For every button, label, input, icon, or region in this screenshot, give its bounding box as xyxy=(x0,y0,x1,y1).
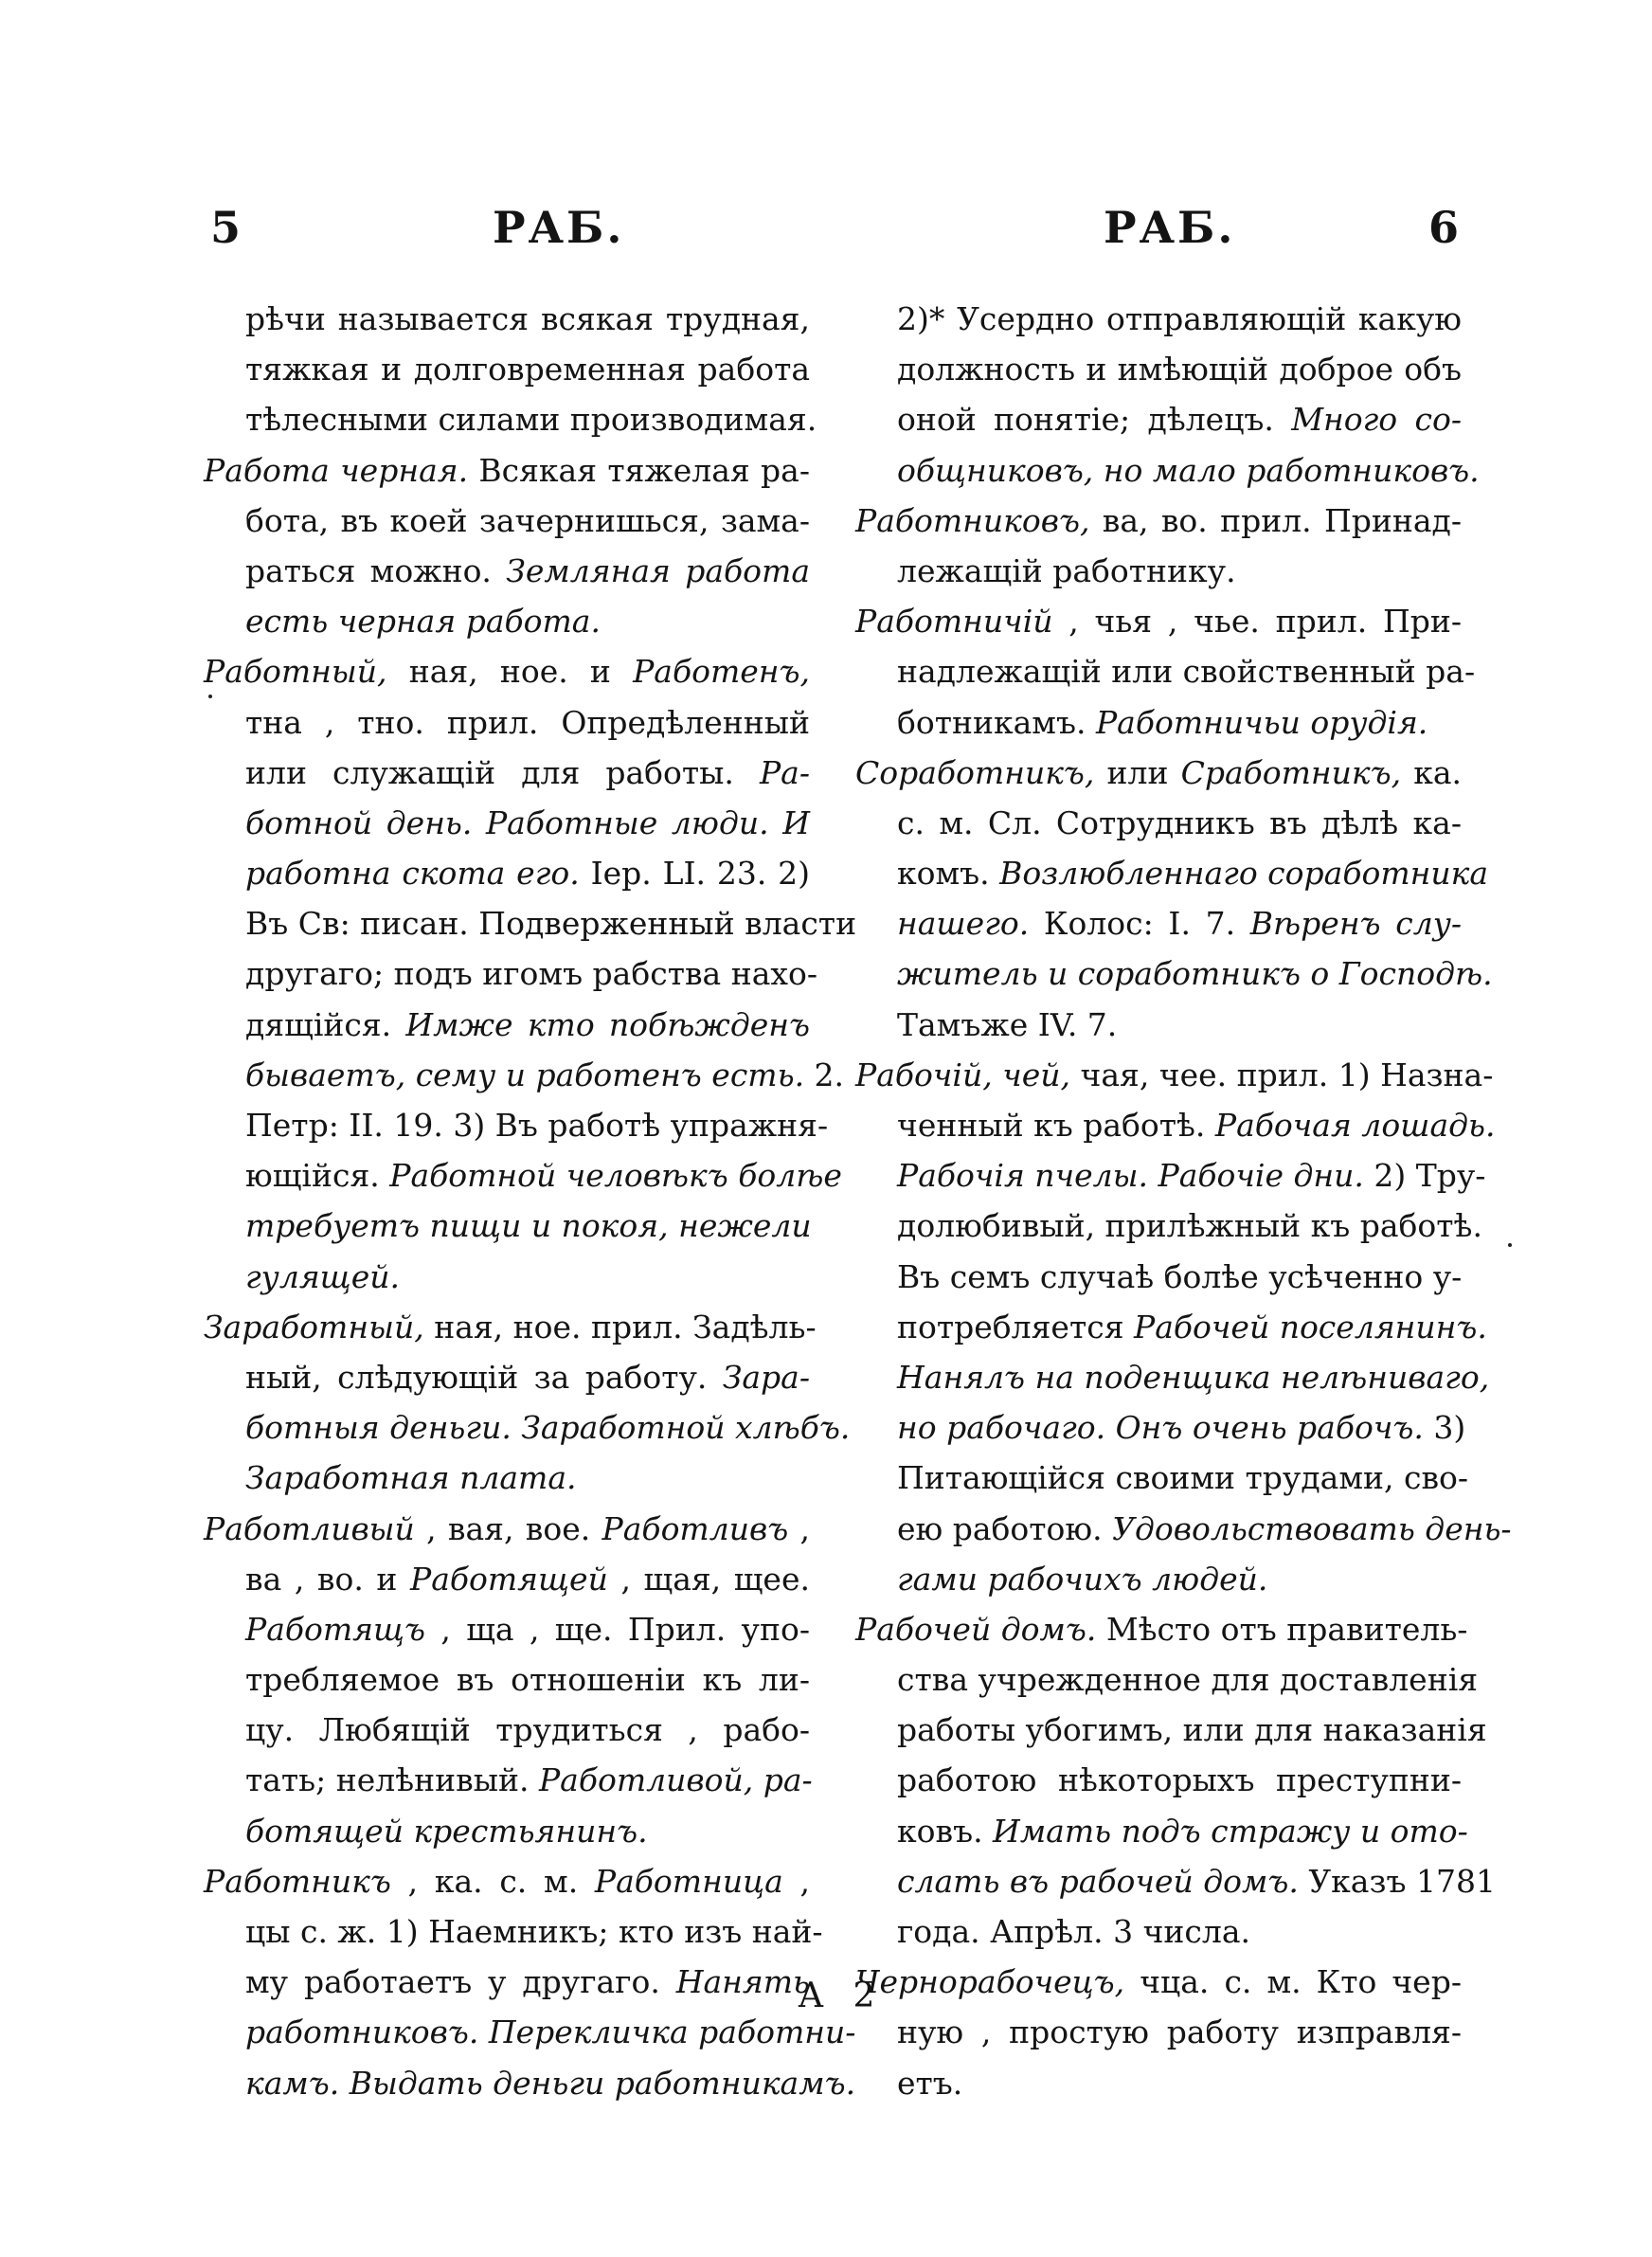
italic-text-run: Работливый xyxy=(204,1509,415,1547)
text-line xyxy=(855,748,1462,798)
text-line xyxy=(855,1957,1462,2007)
text-run: оной понятіе; дѣлецъ. xyxy=(897,401,1292,439)
text-line xyxy=(204,1654,810,1705)
text-line xyxy=(855,445,1480,496)
text-run: лежащій работнику. xyxy=(897,551,1236,589)
text-line xyxy=(204,1252,810,1302)
italic-text-run: чей, xyxy=(1002,1056,1071,1093)
text-run: тать; нелѣнивый. xyxy=(245,1761,539,1799)
text-line xyxy=(855,1604,1468,1654)
text-run: комъ. xyxy=(897,855,1000,893)
text-line xyxy=(855,546,1462,596)
text-line xyxy=(204,1604,810,1654)
text-line xyxy=(855,848,1489,898)
italic-text-run: Работной человѣкъ болѣе xyxy=(389,1157,842,1195)
text-run: ка. xyxy=(1401,753,1463,791)
italic-text-run: Зара- xyxy=(722,1358,810,1396)
italic-text-run: Заработная плата. xyxy=(245,1459,577,1497)
text-run: , ща , ще. Прил. упо- xyxy=(425,1610,810,1648)
italic-text-run: ботящей крестьянинъ. xyxy=(245,1812,648,1850)
text-run: Iер. LI. 23. 2) xyxy=(579,855,811,893)
italic-text-run: ботныя деньги. Заработной хлѣбъ. xyxy=(245,1409,851,1447)
italic-text-run: ботной день. Работные люди. И xyxy=(245,803,810,841)
text-line xyxy=(855,394,1462,444)
text-line xyxy=(855,1504,1512,1554)
text-run: Въ семъ случаѣ болѣе усѣченно у- xyxy=(897,1257,1463,1295)
signature-mark: A 2 xyxy=(799,1977,885,2015)
text-line xyxy=(855,1856,1496,1906)
text-line xyxy=(855,1150,1486,1201)
text-run: раться можно. xyxy=(245,551,507,589)
italic-text-run: Ра- xyxy=(759,753,810,791)
italic-text-run: бываетъ, сему и работенъ есть. xyxy=(245,1056,805,1093)
italic-text-run: Рабочей домъ. xyxy=(855,1610,1097,1648)
text-line xyxy=(204,2007,856,2057)
text-line xyxy=(855,2058,1462,2108)
text-run xyxy=(993,1056,1003,1093)
italic-text-run: Соработникъ, xyxy=(855,753,1095,791)
text-line xyxy=(204,1806,810,1856)
text-line xyxy=(855,1252,1462,1302)
text-line xyxy=(204,496,810,546)
text-line xyxy=(855,496,1462,546)
text-run: , xyxy=(788,1509,810,1547)
text-line xyxy=(855,1906,1462,1957)
text-run: Мѣсто отъ правитель- xyxy=(1096,1610,1468,1648)
text-run: ства учрежденное для доставленія xyxy=(897,1661,1479,1699)
text-line xyxy=(204,1050,845,1100)
italic-text-run: но рабочаго. Онъ очень рабочъ. xyxy=(897,1409,1424,1447)
italic-text-run: Работничьи орудія. xyxy=(1095,703,1428,741)
italic-text-run: гулящей. xyxy=(245,1257,400,1295)
text-line xyxy=(855,294,1462,344)
italic-text-run: Имать подъ стражу и ото- xyxy=(993,1812,1468,1850)
text-line xyxy=(204,294,810,344)
text-run: Петр: II. 19. 3) Въ работѣ упражня- xyxy=(245,1107,829,1144)
text-run: года. Апрѣл. 3 числа. xyxy=(897,1913,1250,1950)
ink-speck xyxy=(208,695,212,698)
text-line xyxy=(204,948,818,999)
text-run: цу. Любящій трудиться , рабо- xyxy=(245,1711,810,1749)
text-line xyxy=(204,1150,842,1201)
text-line xyxy=(855,1302,1487,1352)
right-page-number: 6 xyxy=(1428,202,1463,253)
text-run: тяжкая и долговременная работа xyxy=(245,351,810,388)
italic-text-run: Земляная работа xyxy=(506,551,811,589)
text-line xyxy=(204,1100,829,1150)
text-run: ющійся. xyxy=(245,1157,390,1195)
text-run: , xyxy=(782,1862,810,1900)
text-run: ботникамъ. xyxy=(897,703,1096,741)
text-run: работою нѣкоторыхъ преступни- xyxy=(897,1761,1462,1799)
text-line xyxy=(204,1302,817,1352)
italic-text-run: Имже кто побѣжденъ xyxy=(405,1005,810,1043)
italic-text-run: слать въ рабочей домъ. xyxy=(897,1862,1299,1900)
text-run: цы с. ж. 1) Наемникъ; кто изъ най- xyxy=(245,1913,823,1950)
italic-text-run: Работникъ xyxy=(204,1862,391,1900)
text-line xyxy=(855,1201,1482,1251)
text-line xyxy=(204,1000,810,1050)
right-running-head: РАБ. xyxy=(1104,202,1236,253)
italic-text-run: Рабочая лошадь. xyxy=(1214,1107,1496,1144)
italic-text-run: Заработный, xyxy=(204,1308,424,1345)
text-run: Тамъже IV. 7. xyxy=(897,1005,1118,1043)
italic-text-run: Много со- xyxy=(1291,401,1462,439)
italic-text-run: требуетъ пищи и покоя, нежели xyxy=(245,1207,812,1245)
text-line xyxy=(204,898,857,948)
text-line xyxy=(204,1352,810,1402)
text-line xyxy=(204,798,810,848)
text-line xyxy=(855,344,1462,394)
text-line xyxy=(855,1100,1496,1150)
text-line xyxy=(855,1755,1462,1805)
text-line xyxy=(855,1402,1466,1453)
italic-text-run: Работливъ xyxy=(602,1509,789,1547)
italic-text-run: Вѣренъ слу- xyxy=(1249,905,1463,943)
italic-text-run: Рабочей поселянинъ. xyxy=(1134,1308,1487,1345)
italic-text-run: Работный, xyxy=(204,653,387,691)
text-run: дящійся. xyxy=(245,1005,406,1043)
italic-text-run: Сработникъ, xyxy=(1180,753,1402,791)
text-line xyxy=(204,1755,813,1805)
text-run: ную , простую работу изправля- xyxy=(897,2013,1462,2051)
text-line xyxy=(204,1201,810,1251)
italic-text-run: Рабочій, xyxy=(855,1056,993,1093)
text-run: должность и имѣющій доброе объ xyxy=(897,351,1462,388)
text-line xyxy=(855,2007,1462,2057)
text-run: рѣчи называется всякая трудная, xyxy=(245,300,810,337)
text-line xyxy=(204,1906,823,1957)
text-line xyxy=(204,1957,810,2007)
text-run: Указъ 1781 xyxy=(1298,1862,1496,1900)
text-line xyxy=(855,798,1462,848)
italic-text-run: работна скота его. xyxy=(245,855,580,893)
text-line xyxy=(855,596,1462,646)
italic-text-run: Возлюбленнаго соработника xyxy=(999,855,1489,893)
italic-text-run: Работница xyxy=(594,1862,783,1900)
text-line xyxy=(204,2058,856,2108)
italic-text-run: Работящъ xyxy=(245,1610,426,1648)
italic-text-run: гами рабочихъ людей. xyxy=(897,1560,1268,1598)
text-run: бота, въ коей зачернишься, зама- xyxy=(245,501,810,539)
text-line xyxy=(204,445,810,496)
text-line xyxy=(855,646,1476,696)
text-line xyxy=(855,1352,1490,1402)
text-line xyxy=(855,948,1493,999)
text-line xyxy=(204,546,810,596)
italic-text-run: Рабочія пчелы. Рабочіе дни. xyxy=(897,1157,1364,1195)
text-run: ная, ное. прил. Задѣль- xyxy=(423,1308,817,1345)
text-line xyxy=(855,1000,1462,1050)
text-run: или xyxy=(1094,753,1181,791)
italic-text-run: Чернорабочецъ, xyxy=(855,1963,1125,2001)
italic-text-run: общниковъ, но мало работниковъ. xyxy=(897,451,1480,489)
text-run: 2. xyxy=(804,1056,845,1093)
italic-text-run: камъ. Выдать деньги работникамъ. xyxy=(245,2064,856,2102)
text-run: ею работою. xyxy=(897,1509,1113,1547)
left-page-number: 5 xyxy=(210,202,244,253)
text-run: , щая, щее. xyxy=(607,1560,810,1598)
text-run: надлежащій или свойственный ра- xyxy=(897,653,1476,691)
text-line xyxy=(855,1453,1469,1503)
right-text-column xyxy=(855,294,1512,2108)
text-run: етъ. xyxy=(897,2064,963,2102)
italic-text-run: Нанять xyxy=(675,1963,810,2001)
text-run: долюбивый, прилѣжный къ работѣ. xyxy=(897,1207,1482,1245)
text-line xyxy=(204,646,810,696)
text-run: работы убогимъ, или для наказанія xyxy=(897,1711,1487,1749)
text-line xyxy=(855,1554,1462,1604)
text-run: потребляется xyxy=(897,1308,1134,1345)
text-run: , ка. с. м. xyxy=(390,1862,595,1900)
text-line xyxy=(855,697,1462,748)
text-line xyxy=(204,344,810,394)
italic-text-run: Работниковъ, xyxy=(855,501,1090,539)
text-run: 2)* Усердно отправляющій какую xyxy=(897,300,1462,337)
text-run: ва , во. и xyxy=(245,1560,410,1598)
text-run: ва, во. прил. Принад- xyxy=(1089,501,1462,539)
text-line xyxy=(855,898,1462,948)
text-line xyxy=(204,748,810,798)
text-run: 3) xyxy=(1423,1409,1466,1447)
text-run: тѣлесными силами производимая. xyxy=(245,401,817,439)
italic-text-run: Работливой, ра- xyxy=(538,1761,813,1799)
text-line xyxy=(204,1402,851,1453)
text-run: Питающійся своими трудами, сво- xyxy=(897,1459,1469,1497)
text-run: другаго; подъ игомъ рабства нахо- xyxy=(245,955,818,993)
italic-text-run: работниковъ. Перекличка работни- xyxy=(245,2013,856,2051)
text-run: Всякая тяжелая ра- xyxy=(468,451,810,489)
text-run: ный, слѣдующій за работу. xyxy=(245,1358,723,1396)
text-run: ковъ. xyxy=(897,1812,994,1850)
text-run: ченный къ работѣ. xyxy=(897,1107,1215,1144)
text-run: ная, ное. и xyxy=(386,653,634,691)
text-line xyxy=(204,596,810,646)
italic-text-run: есть черная работа. xyxy=(245,603,601,641)
text-line xyxy=(855,1806,1468,1856)
italic-text-run: житель и соработникъ о Господѣ. xyxy=(897,955,1493,993)
text-line xyxy=(204,394,817,444)
text-run: требляемое въ отношеніи къ ли- xyxy=(245,1661,810,1699)
text-run: чая, чее. прил. 1) Назна- xyxy=(1070,1056,1494,1093)
text-line xyxy=(855,1050,1494,1100)
text-line xyxy=(204,697,810,748)
text-run: чца. с. м. Кто чер- xyxy=(1124,1963,1462,2001)
text-line xyxy=(204,1504,810,1554)
left-running-head: РАБ. xyxy=(493,202,625,253)
italic-text-run: Работящей xyxy=(410,1560,608,1598)
italic-text-run: Удовольствовать день- xyxy=(1112,1509,1512,1547)
text-line xyxy=(204,1554,810,1604)
ink-speck xyxy=(1508,1243,1512,1247)
text-line xyxy=(855,1705,1487,1755)
text-run: му работаетъ у другаго. xyxy=(245,1963,676,2001)
text-line xyxy=(855,1654,1479,1705)
text-run: тна , тно. прил. Опредѣленный xyxy=(245,703,810,741)
italic-text-run: Работничій xyxy=(855,603,1053,641)
text-run: Колос: I. 7. xyxy=(1029,905,1250,943)
text-line xyxy=(204,848,810,898)
text-run: 2) Тру- xyxy=(1363,1157,1486,1195)
italic-text-run: Работа черная. xyxy=(204,451,469,489)
italic-text-run: Нанялъ на поденщика нелѣниваго, xyxy=(897,1358,1490,1396)
italic-text-run: Работенъ, xyxy=(633,653,810,691)
text-run: , вая, вое. xyxy=(414,1509,602,1547)
text-run: с. м. Сл. Сотрудникъ въ дѣлѣ ка- xyxy=(897,803,1462,841)
text-line xyxy=(204,1705,810,1755)
text-line xyxy=(204,1453,810,1503)
text-run: , чья , чье. прил. При- xyxy=(1052,603,1462,641)
text-run: Въ Св: писан. Подверженный власти xyxy=(245,905,857,943)
text-line xyxy=(204,1856,810,1906)
italic-text-run: нашего. xyxy=(897,905,1030,943)
text-run: или служащій для работы. xyxy=(245,753,760,791)
